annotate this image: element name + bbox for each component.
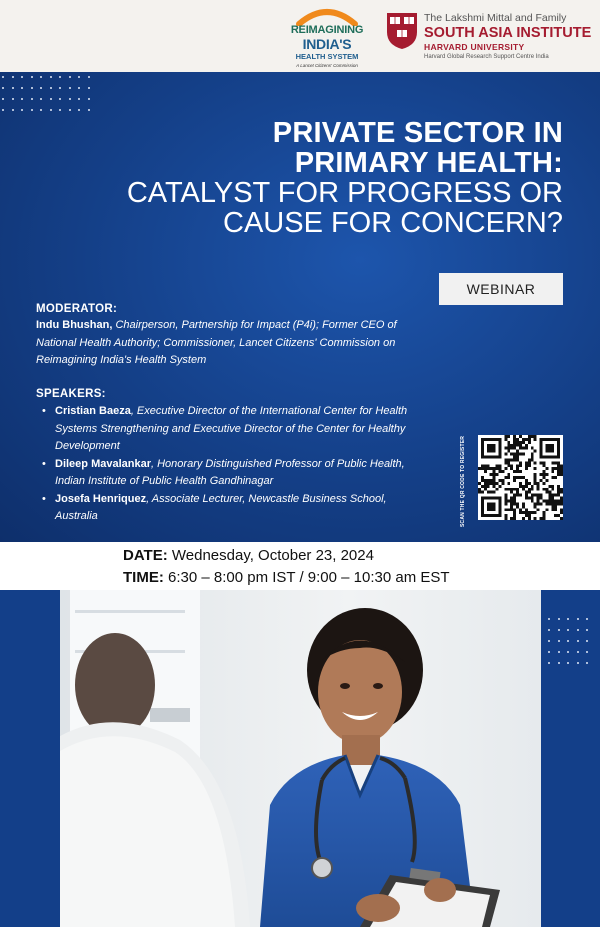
- dot: [548, 662, 550, 664]
- dot: [21, 109, 23, 111]
- sai-line3: HARVARD UNIVERSITY: [424, 42, 525, 52]
- dot: [59, 98, 61, 100]
- reimagining-indias-health-system-logo: [289, 4, 365, 70]
- dot: [567, 629, 569, 631]
- sai-line4: Harvard Global Research Support Centre India: [424, 54, 549, 60]
- speaker-name: Josefa Henriquez: [55, 492, 147, 505]
- dot: [548, 629, 550, 631]
- speaker-role: , Honorary Distinguished Professor of Public Health, Indian Institute of Public Health Gandhinagar: [55, 457, 405, 487]
- dot: [59, 87, 61, 89]
- dot: [21, 87, 23, 89]
- speakers-section: [36, 386, 426, 526]
- doctor-patient-photo: [60, 590, 541, 927]
- sai-line2: SOUTH ASIA INSTITUTE: [424, 25, 592, 41]
- dot: [577, 640, 579, 642]
- dot: [577, 651, 579, 653]
- dot: [12, 87, 14, 89]
- dot: [21, 98, 23, 100]
- dot: [40, 98, 42, 100]
- dot: [88, 109, 90, 111]
- dot: [59, 76, 61, 78]
- dot: [31, 98, 33, 100]
- qr-caption-text: SCAN THE QR CODE TO REGISTER: [460, 435, 466, 527]
- logo-text-line2: INDIA'S: [302, 36, 352, 52]
- dot: [548, 640, 550, 642]
- dot: [40, 87, 42, 89]
- dot: [50, 98, 52, 100]
- dot: [586, 629, 588, 631]
- dot: [577, 618, 579, 620]
- dot: [567, 662, 569, 664]
- dot: [12, 76, 14, 78]
- time-label: TIME:: [123, 569, 164, 586]
- dot: [2, 76, 4, 78]
- main-panel: [0, 72, 600, 542]
- dot: [577, 662, 579, 664]
- speaker-role: , Executive Director of the International Center for Health Systems Strengthening and Executive Director of the Center for Healthy Development: [55, 405, 408, 452]
- dot: [50, 76, 52, 78]
- dot: [548, 618, 550, 620]
- dot: [558, 618, 560, 620]
- header-bar: [0, 0, 600, 72]
- logo-tagline: A Lancet Citizens' Commission: [296, 63, 358, 68]
- dot: [12, 109, 14, 111]
- event-date: [123, 547, 374, 564]
- title-line3: CATALYST FOR PROGRESS OR: [126, 177, 563, 209]
- dot: [586, 662, 588, 664]
- dot: [69, 109, 71, 111]
- dot: [40, 76, 42, 78]
- title-line1: PRIVATE SECTOR IN: [272, 117, 563, 149]
- moderator-heading: MODERATOR:: [36, 303, 118, 315]
- dot: [78, 98, 80, 100]
- logo-text-line3: HEALTH SYSTEM: [295, 52, 359, 61]
- speaker-name: Dileep Mavalankar: [55, 457, 151, 470]
- dot: [31, 87, 33, 89]
- dot: [50, 87, 52, 89]
- dot: [558, 629, 560, 631]
- event-title: [100, 118, 563, 238]
- dot: [88, 98, 90, 100]
- speakers-heading: SPEAKERS:: [36, 388, 106, 400]
- time-value: 6:30 – 8:00 pm IST / 9:00 – 10:30 am EST: [163, 569, 450, 586]
- dot: [558, 651, 560, 653]
- moderator-name: Indu Bhushan,: [36, 319, 113, 331]
- list-item: [36, 491, 426, 526]
- dot: [567, 651, 569, 653]
- dot: [567, 640, 569, 642]
- dot: [2, 98, 4, 100]
- dot: [78, 87, 80, 89]
- speakers-list: [36, 403, 426, 526]
- harvard-shield-icon: [386, 12, 418, 50]
- dot: [69, 87, 71, 89]
- dot: [21, 76, 23, 78]
- sai-line1: The Lakshmi Mittal and Family: [424, 12, 567, 24]
- moderator-details: [36, 317, 426, 370]
- date-time-bar: [0, 542, 600, 590]
- qr-caption: [456, 435, 476, 527]
- dot: [31, 109, 33, 111]
- date-value: Wednesday, October 23, 2024: [167, 547, 374, 564]
- logo-arc-icon: [295, 4, 359, 26]
- dot: [2, 87, 4, 89]
- dot: [78, 109, 80, 111]
- speaker-role: , Associate Lecturer, Newcastle Business School, Australia: [55, 492, 387, 522]
- dot: [548, 651, 550, 653]
- south-asia-institute-logo: [424, 12, 600, 60]
- event-time: [123, 569, 450, 586]
- moderator-section: [36, 301, 426, 370]
- list-item: [36, 456, 426, 491]
- moderator-role: Chairperson, Partnership for Impact (P4i); Former CEO of National Health Authority; Commissioner, Lancet Citizens' Commission on Reimagining India's Health System: [36, 319, 397, 366]
- dot: [40, 109, 42, 111]
- qr-code-icon[interactable]: [478, 435, 563, 520]
- dot: [50, 109, 52, 111]
- dot: [586, 618, 588, 620]
- logo-text-line1: REIMAGINING: [290, 24, 364, 36]
- dot: [567, 618, 569, 620]
- dot: [586, 651, 588, 653]
- dot: [88, 76, 90, 78]
- title-line2: PRIMARY HEALTH:: [294, 147, 563, 179]
- speaker-name: Cristian Baeza: [55, 405, 131, 417]
- dot: [31, 76, 33, 78]
- dot: [558, 640, 560, 642]
- webinar-badge: WEBINAR: [439, 273, 563, 305]
- date-label: DATE:: [123, 547, 168, 564]
- dot: [586, 640, 588, 642]
- dot: [78, 76, 80, 78]
- dot: [2, 109, 4, 111]
- title-line4: CAUSE FOR CONCERN?: [223, 207, 563, 239]
- dot: [558, 662, 560, 664]
- dot: [577, 629, 579, 631]
- dot: [12, 98, 14, 100]
- dot: [69, 98, 71, 100]
- list-item: [36, 403, 426, 456]
- photo-section: [0, 590, 600, 927]
- dot: [88, 87, 90, 89]
- dot: [69, 76, 71, 78]
- dot: [59, 109, 61, 111]
